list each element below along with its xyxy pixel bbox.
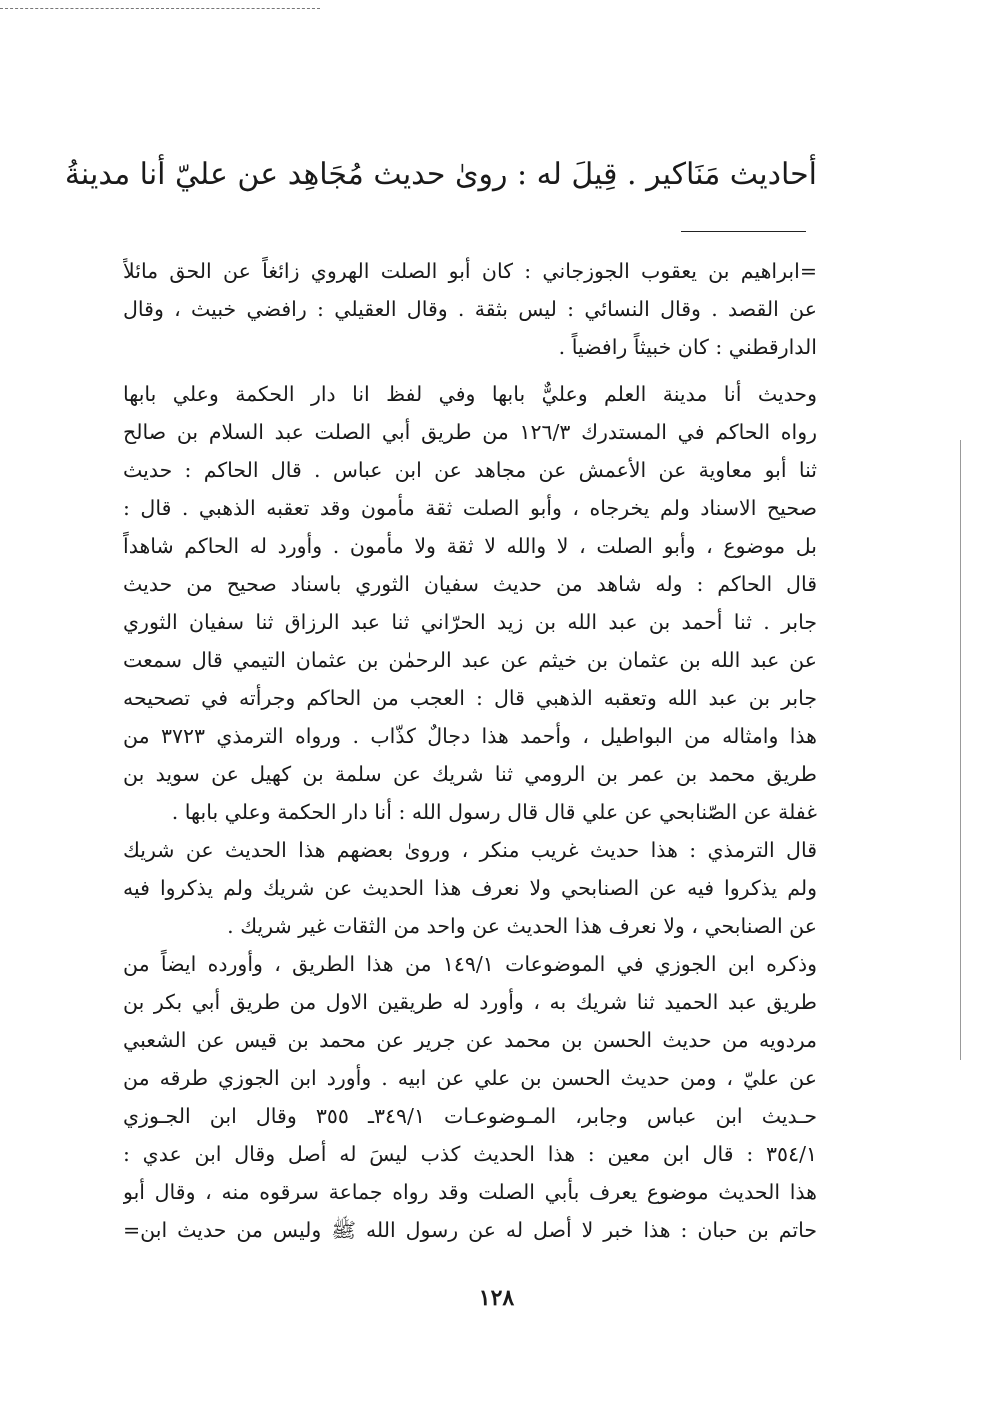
text-line: حـديث ابن عباس وجابر، المـوضوعـات ٣٤٩/١ـ ٣٥٥ وقال ابن الجـوزي — [123, 1104, 817, 1128]
continued-text-line: أحاديث مَنَاكير . قِيلَ له : روىٰ حديث مُجَاهِد عن عليّ أنا مدينةُ — [64, 157, 817, 192]
footnote-line: عن القصد . وقال النسائي : ليس بثقة . وقال العقيلي : رافضي خبيث ، وقال — [123, 297, 817, 321]
text-line: ثنا أبو معاوية عن الأعمش عن مجاهد عن ابن عباس . قال الحاكم : حديث — [123, 458, 817, 482]
text-line: بل موضوع ، وأبو الصلت ، لا والله لا ثقة ولا مأمون . وأورد له الحاكم شاهداً — [123, 534, 817, 558]
footnote-line: الدارقطني : كان خبيثاً رافضياً . — [558, 335, 817, 359]
text-line: صحيح الاسناد ولم يخرجاه ، وأبو الصلت ثقة مأمون وقد تعقبه الذهبي . قال : — [123, 496, 817, 520]
text-line: وذكره ابن الجوزي في الموضوعات ١٤٩/١ من هذا الطريق ، وأورده ايضاً من — [123, 952, 817, 976]
text-line: حاتم بن حبان : هذا خبر لا أصل له عن رسول الله ﷺ وليس من حديث ابن= — [123, 1218, 817, 1242]
top-dashed-rule — [0, 8, 320, 9]
text-line: ٣٥٤/١ : قال ابن معين : هذا الحديث كذب ليسَ له أصل وقال ابن عدي : — [123, 1142, 817, 1166]
footnote-separator — [681, 231, 806, 232]
text-line: طريق محمد بن عمر بن الرومي ثنا شريك عن سلمة بن كهيل عن سويد بن — [123, 762, 817, 786]
text-line: مردويه من حديث الحسن بن محمد عن جرير عن محمد بن قيس عن الشعبي — [123, 1028, 817, 1052]
text-line: عن عليّ ، ومن حديث الحسن بن علي عن ابيه . وأورد ابن الجوزي طرقه من — [123, 1066, 817, 1090]
text-line: جابر بن عبد الله وتعقبه الذهبي قال : العجب من الحاكم وجرأته في تصحيحه — [123, 686, 817, 710]
text-line: عن عبد الله بن عثمان بن خيثم عن عبد الرحمٰن بن عثمان التيمي قال سمعت — [123, 648, 817, 672]
footnote-block — [123, 252, 817, 366]
text-line: هذا وامثاله من البواطيل ، وأحمد هذا دجالٌ كذّاب . ورواه الترمذي ٣٧٢٣ من — [123, 724, 817, 748]
scan-edge-mark — [960, 440, 961, 1060]
text-line: قال الحاكم : وله شاهد من حديث سفيان الثوري باسناد صحيح من حديث — [123, 572, 817, 596]
main-text-block — [123, 375, 817, 1249]
text-line: قال الترمذي : هذا حديث غريب منكر ، وروىٰ بعضهم هذا الحديث عن شريك — [123, 838, 817, 862]
text-line: هذا الحديث موضوع يعرف بأبي الصلت وقد رواه جماعة سرقوه منه ، وقال أبو — [123, 1180, 817, 1204]
page-number: ١٢٨ — [478, 1285, 515, 1311]
text-line: ولم يذكروا فيه عن الصنابحي ولا نعرف هذا الحديث عن شريك ولم يذكروا فيه — [123, 876, 817, 900]
footnote-line: =ابراهيم بن يعقوب الجوزجاني : كان أبو الصلت الهروي زائغاً عن الحق مائلاً — [123, 259, 817, 283]
text-line: رواه الحاكم في المستدرك ١٢٦/٣ من طريق أبي الصلت عبد السلام بن صالح — [123, 420, 817, 444]
text-line: غفلة عن الصّنابحي عن علي قال قال رسول الله : أنا دار الحكمة وعلي بابها . — [171, 800, 817, 824]
text-line: طريق عبد الحميد ثنا شريك به ، وأورد له طريقين الاول من طريق أبي بكر بن — [123, 990, 817, 1014]
text-line: وحديث أنا مدينة العلم وعليٌّ بابها وفي لفظ انا دار الحكمة وعلي بابها — [123, 382, 817, 406]
text-line: عن الصنابحي ، ولا نعرف هذا الحديث عن واحد من الثقات غير شريك . — [227, 914, 817, 938]
text-line: جابر . ثنا أحمد بن عبد الله بن زيد الحرّاني ثنا عبد الرزاق ثنا سفيان الثوري — [123, 610, 817, 634]
